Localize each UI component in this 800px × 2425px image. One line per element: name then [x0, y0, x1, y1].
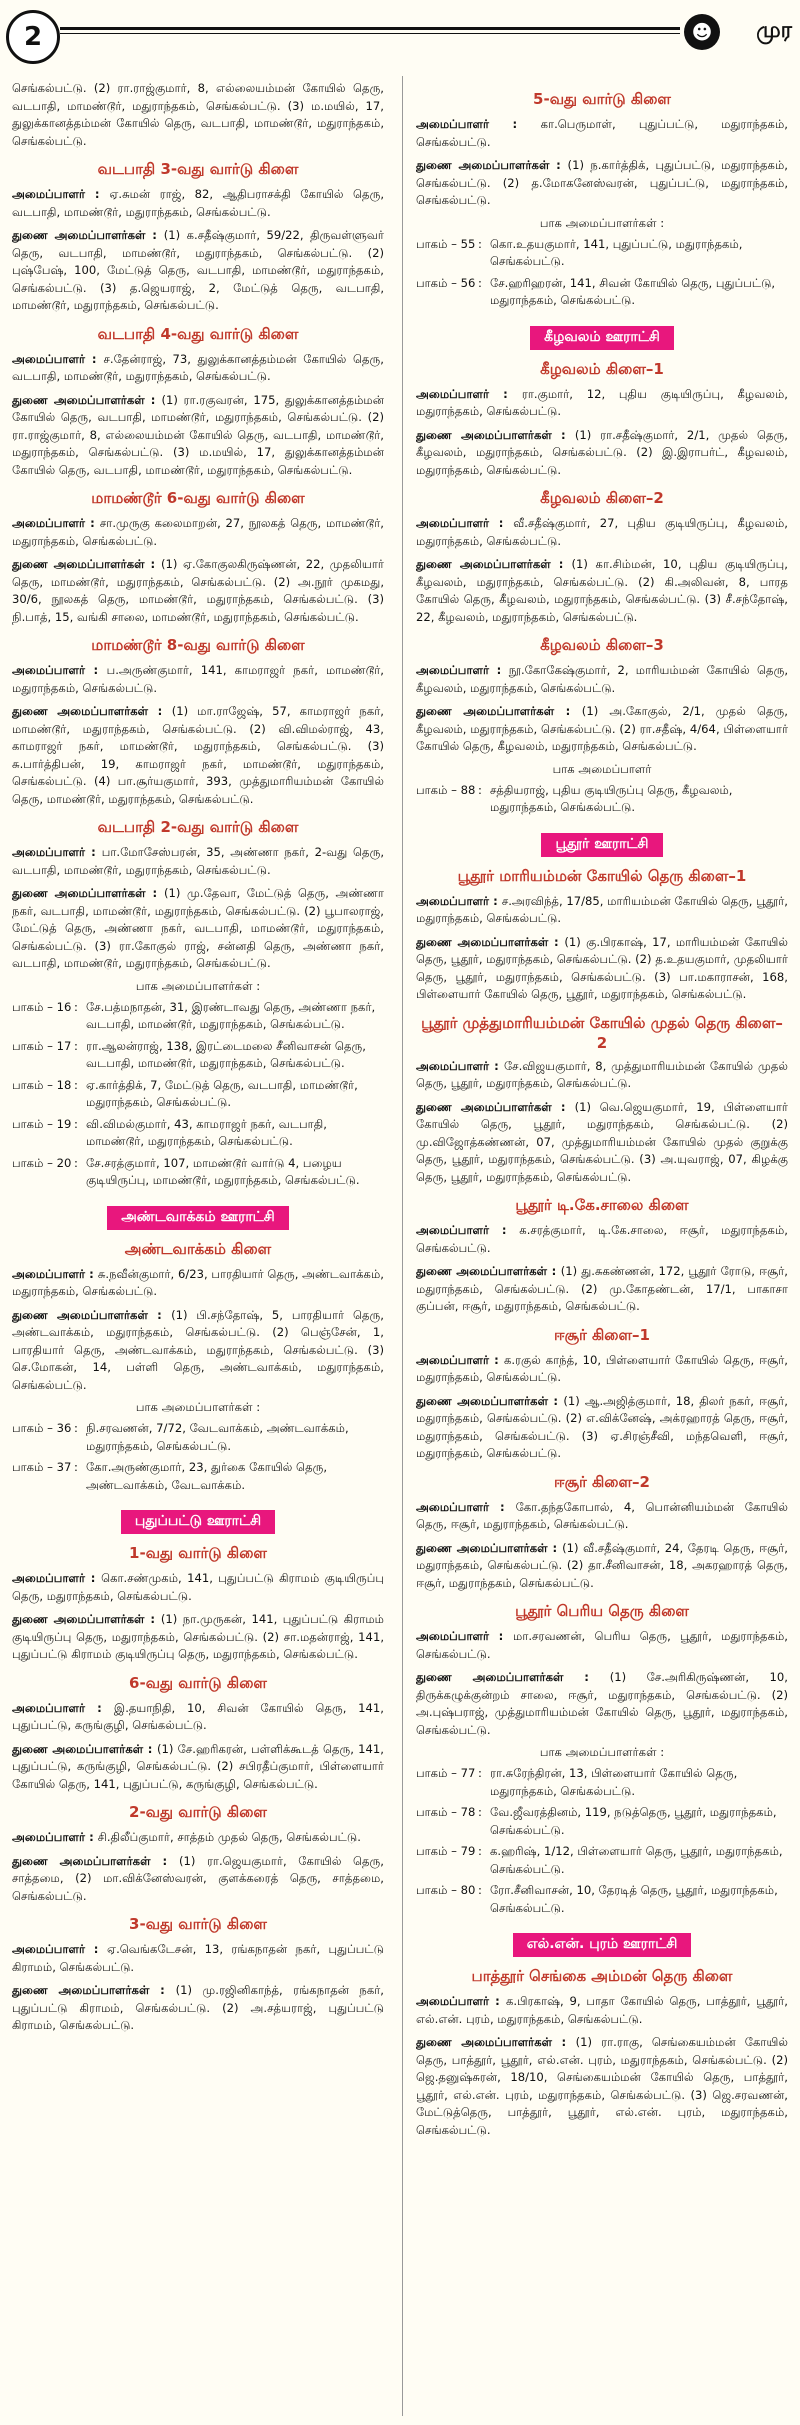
bagam-colon: : [74, 1155, 78, 1170]
role-details: (1) மு.ரஜினிகாந்த், ரங்கநாதன் நகர், புதுப்பட்டு கிராமம், செங்கல்பட்டு. (2) அ.சத்யராஜ், புதுப்பட்டு கிராமம், செங்கல்பட்டு. [12, 1983, 384, 2032]
bagam-details: ரா.சுரேந்திரன், 13, பிள்ளையார் கோயில் தெரு, மதுராந்தகம், செங்கல்பட்டு. [490, 1766, 738, 1798]
role-details: ஏ.சுமன் ராஜ், 82, ஆதிபராசக்தி கோயில் தெரு, வடபாதி, மாமண்டூர், மதுராந்தகம், செங்கல்பட்டு. [12, 187, 384, 219]
panchayat-heading [12, 1510, 384, 1534]
panchayat-heading-label: எல்.என். புரம் ஊராட்சி [513, 1933, 692, 1957]
role-entry [416, 1352, 788, 1387]
role-details: (1) ரா.ரகுவரன், 175, துலுக்கானத்தம்மன் கோயில் தெரு, வடபாதி, மாமண்டூர், மதுராந்தகம், செங்கல்பட்டு. (2) ரா.ராஜ்குமார், 8, எல்லையம்மன் கோயில் தெரு, வடபாதி, மாமண்டூர், மதுராந்தகம், செங்கல்பட்டு. (3) ம.மயில், 17, துலுக்கானத்தம்மன் கோயில் தெரு, வடபாதி, மாமண்டூர், மதுராந்தகம், செங்கல்பட்டு. [12, 392, 384, 477]
section-heading: 3-வது வார்டு கிளை [129, 1915, 267, 1933]
bagam-number: பாகம் – 18 [12, 1077, 72, 1092]
bagam-details: கொ.உதயகுமார், 141, புதுப்பட்டு, மதுராந்தகம், செங்கல்பட்டு. [490, 236, 743, 268]
section-heading: கீழவலம் கிளை–1 [540, 359, 664, 378]
bagam-details: ரா.ஆலன்ராஜ், 138, இரட்டைமலை சீனிவாசன் தெரு, வடபாதி, மாமண்டூர், மதுராந்தகம், செங்கல்பட்டு. [86, 1038, 366, 1070]
section-heading: பூதூர் டி.கே.சாலை கிளை [515, 1196, 689, 1214]
bagam-row [12, 1077, 384, 1116]
role-label: துணை அமைப்பாளர்கள் [12, 1307, 148, 1322]
section-heading: 1-வது வார்டு கிளை [129, 1544, 267, 1562]
bagam-row [12, 1155, 384, 1194]
role-entry [12, 1611, 384, 1664]
role-label: துணை அமைப்பாளர்கள் [416, 427, 552, 442]
role-colon: : [548, 934, 565, 949]
role-colon: : [554, 704, 582, 718]
role-entry [12, 1829, 384, 1847]
role-label: துணை அமைப்பாளர்கள் [416, 2035, 553, 2049]
role-label: அமைப்பாளர் [416, 1629, 490, 1643]
bagam-subheading: பாக அமைப்பாளர்கள் : [135, 1400, 261, 1414]
role-details: (1) ரா.ராகு, செங்கையம்மன் கோயில் தெரு, பாத்தூர், பூதூர், எல்.என். புரம், மதுராந்தகம், செங்கல்பட்டு. (2) ஜெ.தனுஷ்சுரன், 18/10, செங்கையம்மன் கோயில் தெரு, பாத்தூர், பூதூர், எல்.என். புரம், மதுராந்தகம், செங்கல்பட்டு. (3) ஜெ.சரவணன், மேட்டுத்தெரு, பாத்தூர், பூதூர், எல்.என். புரம், மதுராந்தகம், செங்கல்பட்டு. [416, 2035, 788, 2137]
role-label: அமைப்பாளர் [12, 1700, 86, 1715]
role-label: அமைப்பாளர் [416, 1352, 490, 1367]
bagam-number: பாகம் – 88 [416, 782, 476, 797]
role-label: துணை அமைப்பாளர்கள் [12, 228, 146, 242]
role-entry [12, 1570, 384, 1605]
bagam-row [416, 782, 788, 821]
role-entry [12, 1741, 384, 1794]
header-rule-thin [60, 33, 680, 34]
role-details: க.ரகுல் காந்த், 10, பிள்ளையார் கோயில் தெரு, ஈசூர், மதுராந்தகம், செங்கல்பட்டு. [416, 1352, 788, 1384]
role-entry [416, 1669, 788, 1739]
role-details: ச.அரவிந்த், 17/85, மாரியம்மன் கோயில் தெரு, பூதூர், மதுராந்தகம், செங்கல்பட்டு. [416, 893, 788, 925]
section-heading: வடபாதி 3-வது வார்டு கிளை [97, 160, 299, 178]
role-details: ரா.குமார், 12, புதிய குடியிருப்பு, கீழவலம், மதுராந்தகம், செங்கல்பட்டு. [416, 386, 788, 418]
role-colon: : [489, 893, 502, 908]
role-entry [416, 515, 788, 550]
role-entry [416, 662, 788, 697]
role-entry [12, 351, 384, 386]
role-entry [12, 1941, 384, 1976]
role-colon: : [489, 386, 522, 401]
role-colon: : [144, 557, 162, 571]
role-label: துணை அமைப்பாளர்கள் [12, 704, 149, 718]
bagam-details: வே.ஜீவரத்தினம், 119, நடுத்தெரு, பூதூர், மதுராந்தகம், செங்கல்பட்டு. [490, 1805, 777, 1837]
role-colon: : [85, 1571, 102, 1585]
bagam-colon: : [478, 1844, 482, 1858]
role-label: அமைப்பாளர் [416, 516, 490, 530]
bagam-details: ரோ.சீனிவாசன், 10, தேரடித் தெரு, பூதூர், மதுராந்தகம், செங்கல்பட்டு. [490, 1883, 778, 1915]
bagam-details: சே.ஹரிஹரன், 141, சிவன் கோயில் தெரு, புதுப்பட்டு, மதுராந்தகம், செங்கல்பட்டு. [490, 275, 776, 307]
role-entry [12, 703, 384, 808]
bagam-row [416, 236, 788, 275]
role-label: அமைப்பாளர் [12, 845, 86, 859]
role-label: அமைப்பாளர் [416, 1499, 490, 1514]
role-details: (1) மா.ராஜேஷ், 57, காமராஜர் நகர், மாமண்டூர், மதுராந்தகம், செங்கல்பட்டு. (2) வி.விமல்ராஜ், 43, காமராஜர் நகர், மாமண்டூர், மதுராந்தகம், செங்கல்பட்டு. (3) சு.பார்த்திபன், 19, காமராஜர் நகர், மாமண்டூர், மதுராந்தகம், செங்கல்பட்டு. (4) பா.சூர்யகுமார், 393, முத்துமாரியம்மன் கோயில் தெரு, மாமண்டூர், மதுராந்தகம், செங்கல்பட்டு. [12, 704, 384, 806]
role-label: துணை அமைப்பாளர்கள் [12, 1612, 145, 1626]
bagam-colon: : [478, 1766, 482, 1780]
bagam-row [416, 1843, 788, 1882]
role-details: (1) ரா.சதீஷ்குமார், 2/1, முதல் தெரு, கீழவலம், மதுராந்தகம், செங்கல்பட்டு. (2) இ.இராபர்ட், கீழவலம், மதுராந்தகம், செங்கல்பட்டு. [416, 427, 788, 477]
role-entry [416, 1540, 788, 1593]
section-heading: அண்டவாக்கம் கிளை [124, 1239, 272, 1258]
bagam-colon: : [478, 275, 482, 290]
role-colon: : [547, 1540, 563, 1555]
role-details: க.பிரகாஷ், 9, பாதா கோயில் தெரு, பாத்தூர், பூதூர், எல்.என். புரம், மதுராந்தகம், செங்கல்பட்டு. [416, 1994, 788, 2026]
role-colon: : [489, 117, 541, 131]
bagam-details: வி.விமல்குமார், 43, காமராஜர் நகர், வடபாதி, மாமண்டூர், மதுராந்தகம், செங்கல்பட்டு. [86, 1116, 327, 1148]
role-colon: : [551, 1099, 575, 1114]
role-label: துணை அமைப்பாளர்கள் [416, 1393, 549, 1408]
role-details: கா.பெருமாள், புதுப்பட்டு, மதுராந்தகம், செங்கல்பட்டு. [416, 117, 788, 149]
right-column [416, 80, 788, 2410]
role-colon: : [489, 1994, 506, 2008]
role-label: துணை அமைப்பாளர்கள் [416, 1540, 548, 1555]
bagam-number: பாகம் – 20 [12, 1155, 72, 1170]
role-colon: : [148, 704, 172, 718]
panchayat-heading [416, 833, 788, 857]
panchayat-heading-label: பூதூர் ஊராட்சி [541, 833, 662, 857]
role-entry [12, 556, 384, 626]
bagam-row [12, 1038, 384, 1077]
role-details: (1) கு.பிரகாஷ், 17, மாரியம்மன் கோயில் தெரு, பூதூர், மதுராந்தகம், செங்கல்பட்டு. (2) த.உதயகுமார், முதலியார் தெரு, பூதூர், மதுராந்தகம், செங்கல்பட்டு. (3) பா.மகாராசன், 168, பிள்ளையார் கோயில் தெரு, பூதூர், மதுராந்தகம், செங்கல்பட்டு. [416, 934, 788, 1001]
panchayat-heading-label: அண்டவாக்கம் ஊராட்சி [107, 1206, 289, 1230]
bagam-details: சே.பத்மநாதன், 31, இரண்டாவது தெரு, அண்ணா நகர், வடபாதி, மாமண்டூர், மதுராந்தகம், செங்கல்பட்டு. [86, 999, 376, 1031]
role-entry [12, 885, 384, 973]
role-label: துணை அமைப்பாளர்கள் [12, 1741, 144, 1756]
bagam-table [416, 1765, 788, 1921]
role-details: கோ.தந்தகோபால், 4, பொன்னியம்மன் கோயில் தெரு, ஈசூர், மதுராந்தகம், செங்கல்பட்டு. [416, 1499, 788, 1531]
role-label: துணை அமைப்பாளர்கள் [416, 557, 551, 571]
role-entry [12, 1307, 384, 1395]
role-label: அமைப்பாளர் [416, 1994, 490, 2008]
role-details: (1) வீ.சதீஷ்குமார், 24, தேரடி தெரு, ஈசூர், மதுராந்தகம், செங்கல்பட்டு. (2) தா.சீனிவாசன், 18, அகரஹாரத் தெரு, ஈசூர், மதுராந்தகம், செங்கல்பட்டு. [416, 1540, 788, 1590]
masthead-brand: முர [756, 18, 792, 43]
role-label: அமைப்பாளர் [416, 663, 490, 677]
role-details: பா.மோசேஸ்பரன், 35, அண்ணா நகர், 2-வது தெரு, வடபாதி, மாமண்டூர், மதுராந்தகம், செங்கல்பட்டு. [12, 845, 384, 877]
bagam-table [12, 1420, 384, 1498]
role-label: அமைப்பாளர் [416, 117, 490, 131]
role-label: துணை அமைப்பாளர்கள் [416, 1670, 564, 1684]
role-label: துணை அமைப்பாளர்கள் [416, 1099, 552, 1114]
section-heading: ஈசூர் கிளை–1 [554, 1325, 650, 1344]
role-details: சு.நவீன்குமார், 6/23, பாரதியார் தெரு, அண்டவாக்கம், மதுராந்தகம், செங்கல்பட்டு. [12, 1266, 384, 1298]
role-details: (1) க.சதீஷ்குமார், 59/22, திருவள்ளுவர் தெரு, வடபாதி, மாமண்டூர், மதுராந்தகம், செங்கல்பட்டு. (2) புஷ்பேஷ், 100, மேட்டுத் தெரு, வடபாதி, மாமண்டூர், மதுராந்தகம், செங்கல்பட்டு. (3) த.ஜெயராஜ், 2, மேட்டுத் தெரு, வடபாதி, மாமண்டூர், மதுராந்தகம், செங்கல்பட்டு. [12, 228, 384, 312]
bagam-number: பாகம் – 80 [416, 1883, 476, 1897]
section-heading: கீழவலம் கிளை–2 [540, 489, 664, 507]
bagam-row [12, 999, 384, 1038]
role-label: துணை அமைப்பாளர்கள் [12, 1853, 151, 1868]
role-details: (1) ந.கார்த்திக், புதுப்பட்டு, மதுராந்தகம், செங்கல்பட்டு. (2) த.மோகனேஸ்வரன், புதுப்பட்டு, மதுராந்தகம், செங்கல்பட்டு. [416, 158, 788, 207]
role-entry [416, 1628, 788, 1663]
bagam-row [416, 1882, 788, 1921]
role-colon: : [551, 427, 575, 442]
role-colon: : [144, 392, 162, 407]
bagam-subheading: பாக அமைப்பாளர்கள் : [539, 215, 665, 230]
role-colon: : [489, 1058, 504, 1073]
role-details: (1) மு.தேவா, மேட்டுத் தெரு, அண்ணா நகர், வடபாதி, மாமண்டூர், மதுராந்தகம், செங்கல்பட்டு. (2) பூபாலராஜ், மேட்டுத் தெரு, அண்ணா நகர், வடபாதி, மாமண்டூர், மதுராந்தகம், செங்கல்பட்டு. (3) ரா.கோகுல் ராஜ், சன்னதி தெரு, அண்ணா நகர், வடபாதி, மாமண்டூர், மதுராந்தகம், செங்கல்பட்டு. [12, 886, 384, 970]
bagam-number: பாகம் – 37 [12, 1460, 72, 1474]
role-colon: : [85, 516, 100, 530]
role-colon: : [85, 1700, 114, 1715]
bagam-details: சத்தியராஜ், புதிய குடியிருப்பு தெரு, கீழவலம், மதுராந்தகம், செங்கல்பட்டு. [490, 782, 733, 814]
role-details: (1) ஏ.கோகுலகிருஷ்ணன், 22, முதலியார் தெரு, மாமண்டூர், மதுராந்தகம், செங்கல்பட்டு. (2) அ.நூர் முகமது, 30/6, நூலகத் தெரு, மாமண்டூர், மதுராந்தகம், செங்கல்பட்டு. (3) நி.பாத், 15, வங்கி சாலை, மாமண்டூர், மதுராந்தகம், செங்கல்பட்டு. [12, 557, 384, 624]
role-details: (1) ஆ.அஜித்குமார், 18, திலர் நகர், ஈசூர், மதுராந்தகம், செங்கல்பட்டு. (2) எ.விக்னேஷ், அக்ரஹாரத் தெரு, ஈசூர், மதுராந்தகம், செங்கல்பட்டு. (3) ஏ.சிரஞ்சீவி, மந்தவெளி, ஈசூர், மதுராந்தகம், செங்கல்பட்டு. [416, 1393, 788, 1460]
bagam-row [416, 275, 788, 314]
role-colon: : [150, 1853, 179, 1868]
role-label: அமைப்பாளர் [12, 351, 86, 366]
bagam-details: நி.சரவணன், 7/72, வேடவாக்கம், அண்டவாக்கம், மதுராந்தகம், செங்கல்பட்டு. [86, 1421, 349, 1453]
role-label: அமைப்பாளர் [416, 893, 490, 908]
role-label: அமைப்பாளர் [12, 1830, 86, 1844]
bagam-row [12, 1420, 384, 1459]
role-colon: : [489, 1223, 520, 1237]
bagam-colon: : [478, 236, 482, 251]
role-label: துணை அமைப்பாளர்கள் [12, 557, 145, 571]
role-colon: : [547, 1264, 561, 1278]
role-colon: : [145, 886, 165, 900]
role-entry [416, 703, 788, 756]
section-heading: மாமண்டூர் 6-வது வார்டு கிளை [91, 489, 305, 507]
role-details: இ.தயாநிதி, 10, சிவன் கோயில் தெரு, 141, புதுப்பட்டு, கருங்குழி, செங்கல்பட்டு. [12, 1700, 384, 1732]
role-label: துணை அமைப்பாளர்கள் [12, 1983, 150, 1997]
section-heading: பூதூர் முத்துமாரியம்மன் கோயில் முதல் தெரு கிளை–2 [421, 1013, 783, 1052]
role-entry [416, 934, 788, 1004]
bagam-table [416, 236, 788, 314]
header-rule [60, 27, 680, 30]
role-colon: : [85, 1830, 98, 1844]
bagam-number: பாகம் – 56 [416, 275, 476, 290]
panchayat-heading [416, 1933, 788, 1957]
role-details: சி.திலீப்குமார், சாத்தம் முதல் தெரு, செங்கல்பட்டு. [97, 1830, 361, 1844]
bagam-colon: : [478, 1805, 482, 1819]
role-entry [416, 1222, 788, 1257]
section-heading: ஈசூர் கிளை–2 [554, 1472, 650, 1491]
role-label: அமைப்பாளர் [12, 1266, 86, 1281]
column-divider [402, 76, 403, 2416]
role-details: (1) பி.சந்தோஷ், 5, பாரதியார் தெரு, அண்டவாக்கம், மதுராந்தகம், செங்கல்பட்டு. (2) பெஞ்சேன், 1, பாரதியார் தெரு, அண்டவாக்கம், மதுராந்தகம், செங்கல்பட்டு. (3) செ.மோகன், 14, பள்ளி தெரு, அண்டவாக்கம், மதுராந்தகம், செங்கல்பட்டு. [12, 1307, 384, 1392]
bagam-table [12, 999, 384, 1194]
role-entry [416, 2034, 788, 2139]
role-colon: : [489, 1499, 516, 1514]
section-heading: பூதூர் மாரியம்மன் கோயில் தெரு கிளை–1 [457, 866, 747, 885]
bagam-row [416, 1804, 788, 1843]
role-details: (1) நா.முருகன், 141, புதுப்பட்டு கிராமம் குடியிருப்பு தெரு, மதுராந்தகம், செங்கல்பட்டு. (2) சா.மதன்ராஜ், 141, புதுப்பட்டு கிராமம் குடியிருப்பு தெரு, மதுராந்தகம், செங்கல்பட்டு. [12, 1612, 384, 1661]
role-details: (1) அ.கோகுல், 2/1, முதல் தெரு, கீழவலம், மதுராந்தகம், செங்கல்பட்டு. (2) ரா.சதீஷ், 4/64, பிள்ளையார் கோயில் தெரு, கீழவலம், மதுராந்தகம், செங்கல்பட்டு. [416, 704, 788, 753]
role-details: சே.விஜயகுமார், 8, முத்துமாரியம்மன் கோயில் முதல் தெரு, பூதூர், மதுராந்தகம், செங்கல்பட்டு. [416, 1058, 788, 1090]
role-colon: : [85, 845, 102, 859]
role-label: துணை அமைப்பாளர்கள் [12, 886, 146, 900]
role-label: துணை அமைப்பாளர்கள் [416, 934, 549, 949]
bagam-number: பாகம் – 17 [12, 1038, 72, 1053]
role-colon: : [85, 1266, 98, 1281]
bagam-colon: : [74, 1116, 78, 1131]
role-entry [416, 1499, 788, 1534]
bagam-colon: : [74, 1460, 78, 1474]
role-entry [12, 392, 384, 480]
section-heading: பூதூர் பெரிய தெரு கிளை [515, 1602, 689, 1620]
bagam-number: பாகம் – 19 [12, 1116, 72, 1131]
bagam-number: பாகம் – 77 [416, 1766, 476, 1780]
role-label: அமைப்பாளர் [416, 1058, 490, 1073]
role-label: அமைப்பாளர் [12, 187, 86, 201]
panchayat-heading-label: கீழவலம் ஊராட்சி [530, 326, 674, 350]
role-entry [416, 1993, 788, 2028]
bagam-table [416, 782, 788, 821]
role-entry [416, 386, 788, 421]
bagam-row [12, 1459, 384, 1498]
role-details: (1) ரா.ஜெயகுமார், கோயில் தெரு, சாத்தமை, (2) மா.விக்னேஸ்வரன், குளக்கரைத் தெரு, சாத்தமை, செங்கல்பட்டு. [12, 1853, 384, 1903]
bagam-subheading: பாக அமைப்பாளர் [552, 761, 652, 776]
role-entry [12, 1700, 384, 1735]
role-entry [12, 1982, 384, 2035]
bagam-colon: : [478, 782, 482, 797]
left-column [12, 80, 384, 2410]
bagam-subheading: பாக அமைப்பாளர்கள் : [135, 978, 261, 993]
role-entry [416, 157, 788, 210]
role-details: நூ.கோகேஷ்குமார், 2, மாரியம்மன் கோயில் தெரு, கீழவலம், மதுராந்தகம், செங்கல்பட்டு. [416, 663, 788, 695]
role-details: மா.சரவணன், பெரிய தெரு, பூதூர், மதுராந்தகம், செங்கல்பட்டு. [416, 1629, 788, 1661]
role-entry [12, 1853, 384, 1906]
role-details: கொ.சண்முகம், 141, புதுப்பட்டு கிராமம் குடியிருப்பு தெரு, மதுராந்தகம், செங்கல்பட்டு. [12, 1571, 384, 1603]
role-label: துணை அமைப்பாளர்கள் [12, 392, 145, 407]
role-entry [416, 1058, 788, 1093]
role-label: அமைப்பாளர் [12, 1571, 86, 1585]
role-details: ஏ.வெங்கடேசன், 13, ரங்கநாதன் நகர், புதுப்பட்டு கிராமம், செங்கல்பட்டு. [12, 1942, 384, 1974]
role-details: வீ.சதீஷ்குமார், 27, புதிய குடியிருப்பு, கீழவலம், மதுராந்தகம், செங்கல்பட்டு. [416, 516, 788, 548]
role-details: ப.அருண்குமார், 141, காமராஜர் நகர், மாமண்டூர், மதுராந்தகம், செங்கல்பட்டு. [12, 663, 384, 695]
bagam-colon: : [74, 999, 78, 1014]
role-details: (1) சே.ஹரிகரன், பள்ளிக்கூடத் தெரு, 141, புதுப்பட்டு, கருங்குழி, செங்கல்பட்டு. (2) சபிரதீப்குமார், பிள்ளையார் கோயில் தெரு, 141, புதுப்பட்டு, கருங்குழி, செங்கல்பட்டு. [12, 1741, 384, 1791]
role-details: சா.முருகு கலைமாறன், 27, நூலகத் தெரு, மாமண்டூர், மதுராந்தகம், செங்கல்பட்டு. [12, 516, 384, 548]
body-paragraph: செங்கல்பட்டு. (2) ரா.ராஜ்குமார், 8, எல்லையம்மன் கோயில் தெரு, வடபாதி, மாமண்டூர், மதுராந்தகம், செங்கல்பட்டு. (3) ம.மயில், 17, துலுக்கானத்தம்மன் கோயில் தெரு, வடபாதி, மாமண்டூர், மதுராந்தகம், செங்கல்பட்டு. [12, 81, 384, 148]
section-heading: வடபாதி 2-வது வார்டு கிளை [97, 818, 299, 836]
role-details: (1) து.சுகண்ணன், 172, பூதூர் ரோடு, ஈசூர், மதுராந்தகம், செங்கல்பட்டு. (2) மு.கோதண்டன், 17/1, பாகாசா குப்பன், ஈசூர், மதுராந்தகம், செங்கல்பட்டு. [416, 1264, 788, 1313]
role-colon: : [143, 1741, 157, 1756]
bagam-number: பாகம் – 79 [416, 1844, 476, 1858]
role-entry [12, 515, 384, 550]
role-entry [416, 893, 788, 928]
role-colon: : [489, 516, 514, 530]
role-entry [416, 1393, 788, 1463]
role-entry [12, 227, 384, 315]
role-colon: : [147, 1307, 172, 1322]
role-entry [416, 427, 788, 480]
role-colon: : [149, 1983, 176, 1997]
role-label: அமைப்பாளர் [416, 386, 490, 401]
role-details: (1) கா.சிம்மன், 10, புதிய குடியிருப்பு, கீழவலம், மதுராந்தகம், செங்கல்பட்டு. (2) கி.அலிவன், 8, பாரத கோயில் தெரு, கீழவலம், மதுராந்தகம், செங்கல்பட்டு. (3) சீ.சந்தோஷ், 22, கீழவலம், மதுராந்தகம், செங்கல்பட்டு. [416, 557, 788, 624]
role-entry [12, 844, 384, 879]
role-colon: : [85, 663, 107, 677]
bagam-number: பாகம் – 36 [12, 1421, 72, 1435]
role-label: அமைப்பாளர் [416, 1223, 490, 1237]
section-heading: மாமண்டூர் 8-வது வார்டு கிளை [91, 636, 305, 654]
role-entry [416, 556, 788, 626]
bagam-colon: : [74, 1077, 78, 1092]
role-entry [416, 116, 788, 151]
role-details: க.சரத்குமார், டி.கே.சாலை, ஈசூர், மதுராந்தகம், செங்கல்பட்டு. [416, 1223, 788, 1255]
section-heading: 5-வது வார்டு கிளை [533, 90, 671, 108]
section-heading: பாத்தூர் செங்கை அம்மன் தெரு கிளை [471, 1967, 733, 1985]
page-number: 2 [6, 10, 60, 64]
role-colon: : [489, 1352, 504, 1367]
role-entry [416, 1263, 788, 1316]
role-colon: : [563, 1670, 610, 1684]
role-colon: : [85, 187, 110, 201]
role-colon: : [549, 158, 568, 172]
role-details: (1) வெ.ஜெயகுமார், 19, பிள்ளையார் கோயில் தெரு, பூதூர், மதுராந்தகம், செங்கல்பட்டு. (2) மு.விஜோத்கண்ணன், 07, முத்துமாரியம்மன் கோயில் முதல் குறுக்கு தெரு, பூதூர், மதுராந்தகம், செங்கல்பட்டு. (3) அ.யுவராஜ், 07, கிழக்கு தெரு, பூதூர், மதுராந்தகம், செங்கல்பட்டு. [416, 1099, 788, 1184]
section-heading: வடபாதி 4-வது வார்டு கிளை [97, 324, 299, 343]
bagam-details: ஏ.கார்த்திக், 7, மேட்டுத் தெரு, வடபாதி, மாமண்டூர், மதுராந்தகம், செங்கல்பட்டு. [86, 1077, 358, 1109]
role-colon: : [145, 228, 164, 242]
mascot-icon: ☻ [684, 14, 720, 50]
role-colon: : [144, 1612, 161, 1626]
role-colon: : [85, 351, 104, 366]
role-entry [12, 186, 384, 221]
role-entry [12, 1266, 384, 1301]
role-details: ச.தேன்ராஜ், 73, துலுக்கானத்தம்மன் கோயில் தெரு, வடபாதி, மாமண்டூர், மதுராந்தகம், செங்கல்பட்டு. [12, 351, 384, 383]
role-colon: : [489, 663, 509, 677]
bagam-row [12, 1116, 384, 1155]
role-colon: : [85, 1942, 108, 1956]
role-label: துணை அமைப்பாளர்கள் [416, 1264, 548, 1278]
panchayat-heading-label: புதுப்பட்டு ஊராட்சி [121, 1510, 275, 1534]
role-label: துணை அமைப்பாளர்கள் [416, 158, 550, 172]
role-label: அமைப்பாளர் [12, 516, 86, 530]
role-entry [12, 662, 384, 697]
bagam-number: பாகம் – 16 [12, 999, 72, 1014]
role-details: (1) சே.அரிகிருஷ்ணன், 10, திருக்கழுக்குன்றம் சாலை, ஈசூர், மதுராந்தகம், செங்கல்பட்டு. (2) அ.புஷ்பராஜ், முத்துமாரியம்மன் கோயில் தெரு, பூதூர், மதுராந்தகம், செங்கல்பட்டு. [416, 1670, 788, 1737]
bagam-details: க.ஹரிஷ், 1/12, பிள்ளையார் தெரு, பூதூர், மதுராந்தகம், செங்கல்பட்டு. [490, 1844, 783, 1876]
role-colon: : [489, 1629, 513, 1643]
role-label: அமைப்பாளர் [12, 663, 86, 677]
bagam-colon: : [74, 1421, 78, 1435]
role-colon: : [548, 1393, 564, 1408]
panchayat-heading [416, 326, 788, 350]
bagam-colon: : [74, 1038, 78, 1053]
page-header [0, 0, 800, 64]
bagam-details: கோ.அருண்குமார், 23, துர்கை கோயில் தெரு, அண்டவாக்கம், வேடவாக்கம். [86, 1460, 328, 1492]
panchayat-heading [12, 1206, 384, 1230]
section-heading: 2-வது வார்டு கிளை [129, 1803, 267, 1821]
role-colon: : [550, 557, 572, 571]
bagam-colon: : [478, 1883, 482, 1897]
role-colon: : [552, 2035, 576, 2049]
bagam-number: பாகம் – 55 [416, 236, 476, 251]
bagam-number: பாகம் – 78 [416, 1805, 476, 1819]
role-label: துணை அமைப்பாளர்கள் [416, 704, 555, 718]
section-heading: 6-வது வார்டு கிளை [129, 1673, 267, 1692]
bagam-subheading: பாக அமைப்பாளர்கள் : [539, 1745, 665, 1759]
section-heading: கீழவலம் கிளை–3 [540, 636, 664, 654]
bagam-details: சே.சரத்குமார், 107, மாமண்டூர் வார்டு 4, பழைய குடியிருப்பு, மாமண்டூர், மதுராந்தகம், செங்கல்பட்டு. [86, 1155, 360, 1187]
bagam-row [416, 1765, 788, 1804]
role-entry [416, 1099, 788, 1187]
role-label: அமைப்பாளர் [12, 1942, 86, 1956]
